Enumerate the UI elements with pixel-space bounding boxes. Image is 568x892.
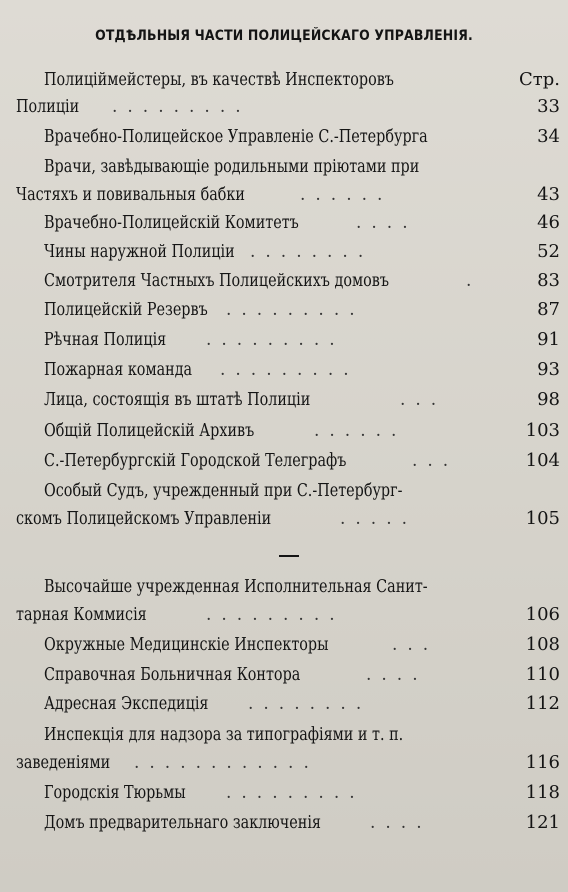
toc-entry-11: Общій Полицейскій Архивъ [44, 421, 255, 441]
toc-entry-10-page: 98 [537, 389, 560, 410]
toc-entry-2-page: 34 [537, 126, 560, 147]
leader-dots: ......... [220, 360, 359, 380]
toc-entry-4-page: 46 [537, 212, 560, 233]
toc-entry-5: Чины наружной Полиціи [44, 242, 235, 262]
leader-dots: ...... [300, 185, 393, 205]
toc-entry-12: С.-Петербургскій Городской Телеграфъ [44, 451, 347, 471]
toc-entry-13-line-2: скомъ Полицейскомъ Управленіи [16, 509, 272, 529]
toc-entry-9: Пожарная команда [44, 360, 193, 380]
toc-entry-5-page: 52 [537, 241, 560, 262]
toc-entry-19: Городскія Тюрьмы [44, 783, 186, 803]
toc-entry-1-line-2: Полиціи [16, 97, 80, 117]
section-separator [279, 555, 299, 557]
toc-entry-7: Полицейскій Резервъ [44, 300, 208, 320]
toc-entry-16-page: 110 [525, 664, 560, 685]
toc-entry-15: Окружные Медицинскіе Инспекторы [44, 635, 329, 655]
leader-dots: ... [400, 390, 447, 410]
toc-entry-16: Справочная Больничная Контора [44, 665, 301, 685]
toc-entry-18-page: 116 [525, 752, 560, 773]
toc-entry-11-page: 103 [525, 420, 560, 441]
toc-entry-3-line-1: Врачи, завѣдывающіе родильными пріютами при [44, 157, 420, 177]
toc-entry-15-page: 108 [525, 634, 560, 655]
leader-dots: ......... [226, 300, 365, 320]
toc-entry-14-line-1: Высочайше учрежденная Исполнительная Санит- [44, 577, 428, 597]
toc-entry-2: Врачебно-Полицейское Управленіе С.-Петербурга [44, 127, 428, 147]
toc-entry-6: Смотрителя Частныхъ Полицейскихъ домовъ [44, 271, 389, 291]
leader-dots: .... [370, 813, 432, 833]
leader-dots: . [466, 271, 482, 291]
toc-entry-12-page: 104 [525, 450, 560, 471]
toc-entry-1-line-1: Полиціймейстеры, въ качествѣ Инспекторовъ [44, 70, 394, 90]
leader-dots: ..... [340, 509, 418, 529]
toc-entry-3-page: 43 [537, 184, 560, 205]
page-column-label: Стр. [519, 69, 560, 90]
toc-entry-9-page: 93 [537, 359, 560, 380]
toc-entry-20: Домъ предварительнаго заключенія [44, 813, 321, 833]
toc-entry-10: Лица, состоящія въ штатѣ Полиціи [44, 390, 311, 410]
leader-dots: ......... [206, 605, 345, 625]
toc-entry-8: Рѣчная Полиція [44, 330, 167, 350]
leader-dots: ... [392, 635, 439, 655]
toc-entry-8-page: 91 [537, 329, 560, 350]
leader-dots: ........ [250, 242, 374, 262]
toc-entry-1-page: 33 [537, 96, 560, 117]
toc-entry-20-page: 121 [525, 812, 560, 833]
leader-dots: .... [356, 213, 418, 233]
leader-dots: ...... [314, 421, 407, 441]
toc-entry-3-line-2: Частяхъ и повивальныя бабки [16, 185, 245, 205]
toc-entry-6-page: 83 [537, 270, 560, 291]
toc-entry-7-page: 87 [537, 299, 560, 320]
leader-dots: ......... [226, 783, 365, 803]
toc-entry-13-page: 105 [525, 508, 560, 529]
leader-dots: ........ [248, 694, 372, 714]
leader-dots: ............ [134, 753, 319, 773]
leader-dots: ......... [206, 330, 345, 350]
leader-dots: ... [412, 451, 459, 471]
toc-entry-13-line-1: Особый Судъ, учрежденный при С.-Петербург- [44, 481, 403, 501]
toc-entry-18-line-1: Инспекція для надзора за типографіями и т. п. [44, 725, 404, 745]
toc-entry-17-page: 112 [525, 693, 560, 714]
toc-entry-18-line-2: заведеніями [16, 753, 111, 773]
page-heading: ОТДѢЛЬНЫЯ ЧАСТИ ПОЛИЦЕЙСКАГО УПРАВЛЕНІЯ. [95, 28, 473, 44]
toc-entry-17: Адресная Экспедиція [44, 694, 209, 714]
toc-entry-14-page: 106 [525, 604, 560, 625]
leader-dots: .... [366, 665, 428, 685]
toc-entry-14-line-2: тарная Коммисія [16, 605, 147, 625]
leader-dots: ......... [112, 97, 251, 117]
toc-entry-19-page: 118 [525, 782, 560, 803]
toc-entry-4: Врачебно-Полицейскій Комитетъ [44, 213, 299, 233]
